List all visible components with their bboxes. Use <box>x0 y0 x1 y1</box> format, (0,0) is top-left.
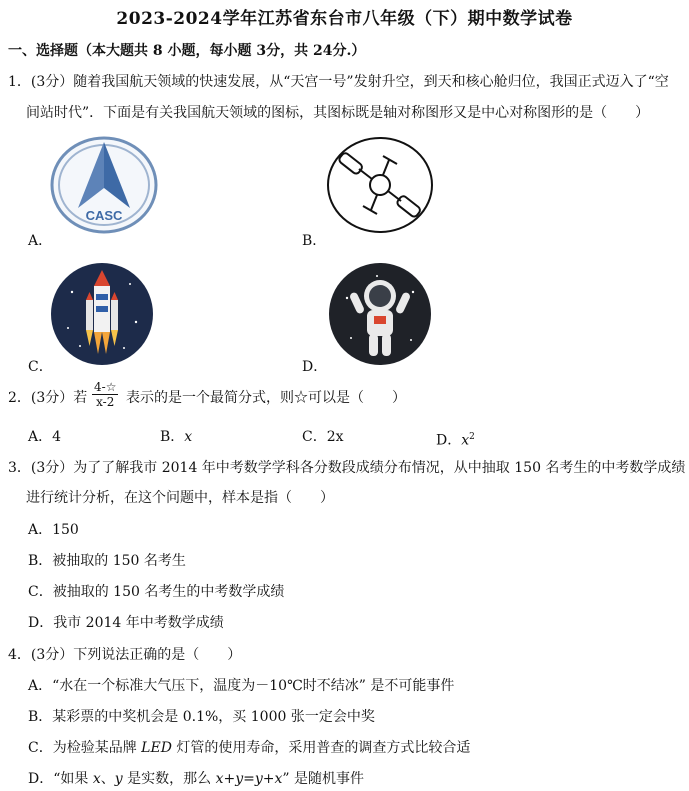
q2-option-d <box>436 427 475 451</box>
q2-option-a <box>28 427 61 447</box>
q4-option-d <box>28 769 364 789</box>
q2-option-b-value: x <box>184 429 193 445</box>
q2-fraction-denominator: x-2 <box>96 395 115 409</box>
q4-option-a: A．“水在一个标准大气压下，温度为－10℃时不结冰” 是不可能事件 <box>28 678 455 694</box>
q2-option-d-label: D． <box>436 432 462 449</box>
q4-option-d-expr: x+y=y+x <box>215 771 283 787</box>
q4-option-d-mid: 是实数，那么 <box>122 771 216 787</box>
casc-logo-image <box>50 136 158 234</box>
astronaut-icon <box>327 262 433 366</box>
q2-stem-prefix: 2．(3分）若 <box>8 390 88 406</box>
casc-logo-text: CASC <box>85 208 123 223</box>
q4-stem: 4．(3分）下列说法正确的是（ ） <box>8 647 242 663</box>
q3-option-b: B．被抽取的 150 名考生 <box>28 553 186 569</box>
section-heading: 一、选择题（本大题共 8 小题，每小题 3分，共 24分.） <box>8 43 366 59</box>
q4-option-d-sep: 、 <box>100 771 115 787</box>
q1-stem-line1: 1．(3分）随着我国航天领域的快速发展，从“天宫一号”发射升空，到天和核心舱归位，我国正式迈入了“空 <box>8 74 669 90</box>
q1-option-d-label: D． <box>302 359 328 375</box>
q4-option-b: B．某彩票的中奖机会是 0.1%，买 1000 张一定会中奖 <box>28 709 375 725</box>
q2-stem-suffix: 表示的是一个最简分式，则☆可以是（ ） <box>126 390 406 406</box>
q2-option-d-exponent: 2 <box>469 432 475 442</box>
q4-option-d-x: x <box>92 771 101 787</box>
q2-option-c <box>302 427 344 447</box>
q2-option-a-value: 4 <box>52 429 62 445</box>
satellite-icon <box>325 136 435 234</box>
page-title: 2023-2024学年江苏省东台市八年级（下）期中数学试卷 <box>116 9 573 29</box>
q4-option-c <box>28 738 470 758</box>
q4-option-d-pre: D．“如果 <box>28 771 93 787</box>
q2-option-d-value: x <box>461 432 470 449</box>
q1-option-c-label: C． <box>28 359 53 375</box>
q3-option-a: A．150 <box>28 522 79 538</box>
q4-option-d-y: y <box>114 771 123 787</box>
q2-option-b <box>160 427 192 447</box>
q4-option-c-post: 灯管的使用寿命，采用普查的调查方式比较合适 <box>171 740 471 756</box>
q1-option-a-label: A． <box>28 233 53 249</box>
q1-option-b-label: B． <box>302 233 327 249</box>
q4-option-d-post: ” 是随机事件 <box>282 771 364 787</box>
q3-option-c: C．被抽取的 150 名考生的中考数学成绩 <box>28 584 285 600</box>
q2-option-b-label: B． <box>160 429 185 445</box>
q4-option-c-pre: C．为检验某品牌 <box>28 740 142 756</box>
q3-stem-line2: 进行统计分析，在这个问题中，样本是指（ ） <box>26 490 334 506</box>
rocket-icon <box>50 262 154 366</box>
q3-stem-line1: 3．(3分）为了了解我市 2014 年中考数学学科各分数段成绩分布情况，从中抽取 150 名考生的中考数学成绩 <box>8 460 686 476</box>
q2-option-c-label: C． <box>302 429 327 445</box>
q4-option-c-led: LED <box>141 740 172 756</box>
q2-option-c-value: 2x <box>326 429 344 445</box>
q2-fraction-numerator: 4-☆ <box>94 380 117 394</box>
q2-option-a-label: A． <box>28 429 53 445</box>
q1-stem-line2: 间站时代”．下面是有关我国航天领域的图标，其图标既是轴对称图形又是中心对称图形的是（ ） <box>26 105 650 121</box>
q2-fraction <box>92 380 118 409</box>
q3-option-d: D．我市 2014 年中考数学成绩 <box>28 615 224 631</box>
